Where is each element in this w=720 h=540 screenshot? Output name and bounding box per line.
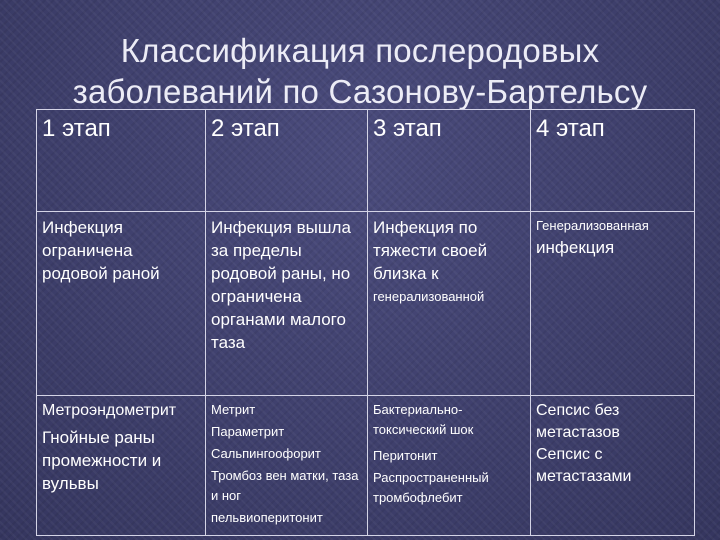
description-stage-1 bbox=[37, 212, 206, 396]
description-stage-4-small: Генерализованная bbox=[536, 218, 649, 233]
slide-title-line-2: заболеваний по Сазонову-Бартельсу bbox=[72, 73, 648, 110]
disease-item: Перитонит bbox=[373, 448, 438, 463]
diseases-stage-3 bbox=[368, 396, 531, 536]
disease-item: Сепсис с метастазами bbox=[536, 446, 632, 485]
header-stage-2: 2 этап bbox=[206, 110, 368, 212]
disease-item: Распространенный тромбофлебит bbox=[373, 470, 489, 505]
disease-item: Бактериально-токсический шок bbox=[373, 402, 474, 437]
description-stage-1-text: Инфекция ограничена родовой раной bbox=[42, 218, 160, 283]
disease-item: Сепсис без метастазов bbox=[536, 402, 620, 441]
description-stage-3-small: генерализованной bbox=[373, 289, 485, 304]
description-stage-4 bbox=[531, 212, 695, 396]
diseases-stage-4 bbox=[531, 396, 695, 536]
disease-item: Метроэндометрит bbox=[42, 402, 177, 419]
header-row bbox=[37, 110, 695, 212]
disease-item: Метрит bbox=[211, 402, 256, 417]
slide-title bbox=[0, 30, 720, 112]
description-stage-2-text: Инфекция вышла за пределы родовой раны, но ограничена органами малого таза bbox=[211, 218, 351, 352]
description-stage-3 bbox=[368, 212, 531, 396]
diseases-stage-2 bbox=[206, 396, 368, 536]
description-stage-3-text: Инфекция по тяжести своей близка к bbox=[373, 218, 488, 283]
description-row bbox=[37, 212, 695, 396]
diseases-row bbox=[37, 396, 695, 536]
header-stage-3: 3 этап bbox=[368, 110, 531, 212]
disease-item: Гнойные раны промежности и вульвы bbox=[42, 428, 162, 493]
disease-item: Параметрит bbox=[211, 424, 285, 439]
disease-item: пельвиоперитонит bbox=[211, 510, 323, 525]
header-stage-1: 1 этап bbox=[37, 110, 206, 212]
diseases-stage-1 bbox=[37, 396, 206, 536]
description-stage-2 bbox=[206, 212, 368, 396]
header-stage-4: 4 этап bbox=[531, 110, 695, 212]
disease-item: Сальпингоофорит bbox=[211, 446, 321, 461]
description-stage-4-text: инфекция bbox=[536, 238, 615, 257]
slide-title-line-1: Классификация послеродовых bbox=[120, 32, 600, 69]
disease-item: Тромбоз вен матки, таза и ног bbox=[211, 468, 359, 503]
classification-table bbox=[36, 109, 695, 536]
